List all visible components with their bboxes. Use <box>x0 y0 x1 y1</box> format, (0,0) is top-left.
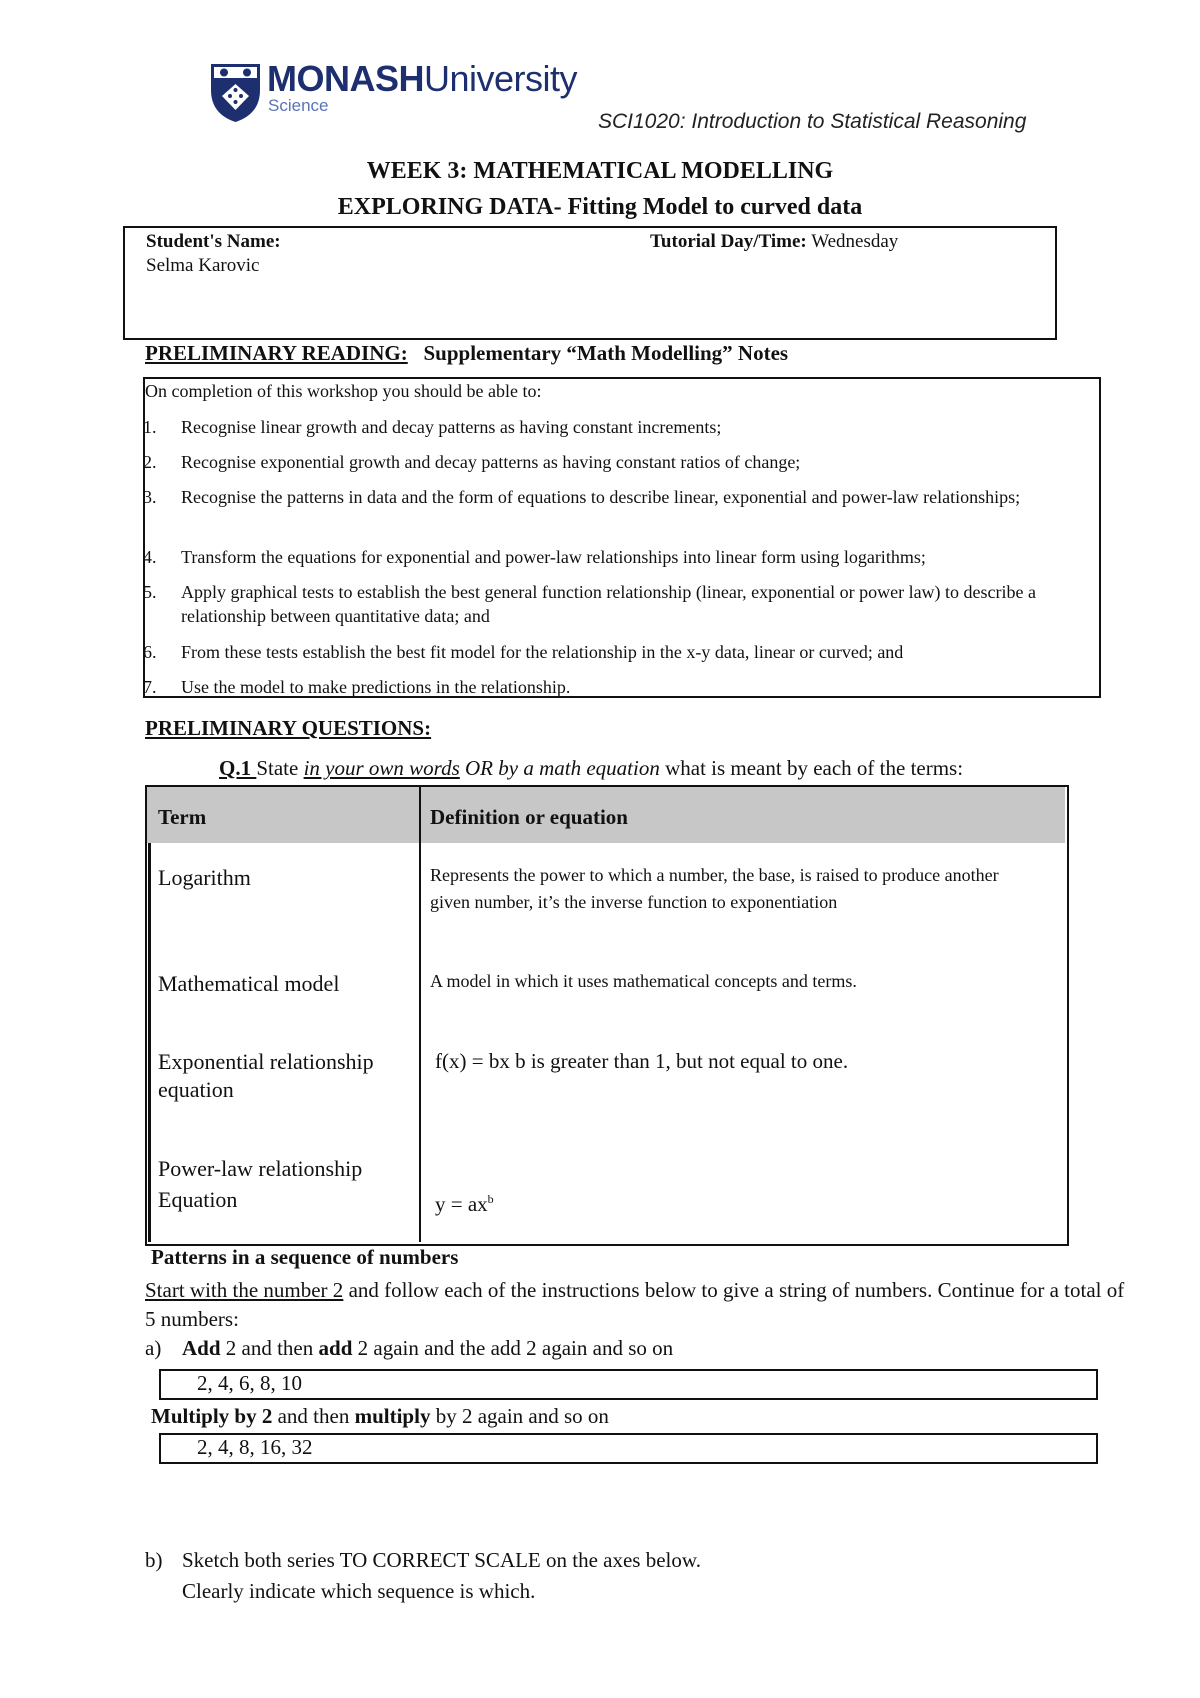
definition-cell[interactable]: Represents the power to which a number, the base, is raised to produce another given number, it’s the inverse function to exponentiation <box>430 865 999 912</box>
patterns-title: Patterns in a sequence of numbers <box>151 1245 459 1269</box>
term-cell: Mathematical model <box>158 971 340 996</box>
part-a-instruction: a) Add 2 and then add 2 again and the add 2 again and so on <box>145 1336 674 1360</box>
definition-cell[interactable]: A model in which it uses mathematical concepts and terms. <box>430 971 857 991</box>
column-header-definition: Definition or equation <box>430 805 628 829</box>
multiply-instruction: Multiply by 2 and then multiply by 2 again and so on <box>151 1404 609 1428</box>
question-1: Q.1 State in your own words OR by a math equation what is meant by each of the terms: <box>219 756 964 780</box>
course-title: SCI1020: Introduction to Statistical Reasoning <box>598 110 1027 133</box>
table-border <box>148 843 151 1242</box>
part-b-instruction: b) Sketch both series TO CORRECT SCALE on the axes below. Clearly indicate which sequence is which. <box>145 1548 701 1603</box>
table-divider <box>419 785 421 1242</box>
page-subtitle: EXPLORING DATA- Fitting Model to curved data <box>337 194 863 220</box>
term-cell: Power-law relationship Equation <box>158 1156 363 1212</box>
term-cell: Exponential relationship equation <box>158 1049 374 1102</box>
patterns-instructions: Start with the number 2 and follow each of the instructions below to give a string of numbers. Continue for a total of 5 numbers: <box>145 1278 1125 1331</box>
outcomes-intro: On completion of this workshop you should be able to: <box>145 381 542 401</box>
term-cell: Logarithm <box>158 865 251 890</box>
tutorial-label: Tutorial Day/Time: <box>650 231 807 252</box>
student-name-label: Student's Name: <box>146 231 281 252</box>
preliminary-questions-heading: PRELIMINARY QUESTIONS: <box>145 716 432 740</box>
tutorial-field[interactable] <box>650 231 898 253</box>
page-title: WEEK 3: MATHEMATICAL MODELLING <box>366 158 834 184</box>
definition-cell[interactable]: f(x) = bx b is greater than 1, but not equal to one. <box>435 1049 849 1073</box>
student-name-field[interactable]: Selma Karovic <box>146 255 260 276</box>
tutorial-value: Wednesday <box>811 231 899 252</box>
answer-multiply: 2, 4, 8, 16, 32 <box>197 1435 313 1459</box>
logo-wordmark: MONASHUniversity <box>267 58 578 99</box>
answer-add: 2, 4, 6, 8, 10 <box>197 1371 302 1395</box>
preliminary-reading: PRELIMINARY READING: Supplementary “Math Modelling” Notes <box>145 341 789 365</box>
definition-cell[interactable]: $y = ax^b$ <box>435 1192 494 1216</box>
column-header-term: Term <box>158 805 207 829</box>
logo-faculty: Science <box>268 96 329 115</box>
